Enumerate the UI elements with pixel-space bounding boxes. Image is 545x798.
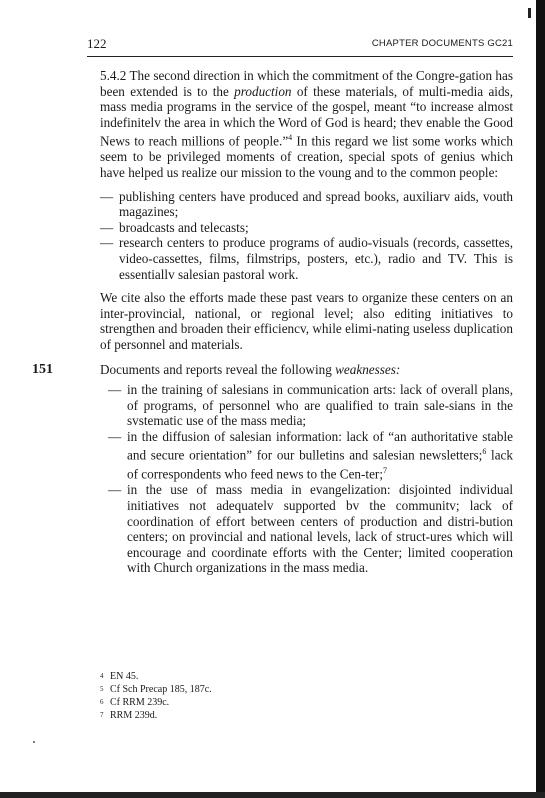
footnote bbox=[100, 696, 400, 709]
footnote bbox=[100, 683, 400, 696]
paragraph-efforts: We cite also the efforts made these past vears to organize these centers on an inter-provincial, national, or regional level; also editing initiatives to strengthen and broaden their efficiencv, while elimi-nating useless duplication of personnel and materials. bbox=[100, 290, 513, 352]
list-item: — broadcasts and telecasts; bbox=[100, 220, 513, 236]
item-text: in the diffusion of salesian information: lack of “an authoritative stable and secure orientation” for our bulletins and salesian newsletters; bbox=[127, 428, 513, 463]
intro-text: Documents and reports reveal the following bbox=[100, 362, 336, 378]
footnote-mark: 5 bbox=[100, 685, 104, 693]
footnote-ref-7: 7 bbox=[382, 466, 387, 476]
works-list bbox=[100, 189, 513, 283]
page-binding-edge bbox=[536, 0, 545, 798]
footnote-mark: 7 bbox=[100, 711, 104, 719]
list-item: — in the training of salesians in communication arts: lack of overall plans, of programs, of personnel who are qualified to train sale-sians in the svstematic use of the mass media; bbox=[108, 382, 513, 429]
footnote-text: EN 45. bbox=[110, 671, 139, 682]
footnote-text: RRM 239d. bbox=[110, 710, 158, 721]
body-text bbox=[32, 68, 513, 584]
marginal-number: 151 bbox=[32, 362, 53, 378]
emphasis-weaknesses: weaknesses: bbox=[335, 362, 401, 378]
page-bottom-edge bbox=[0, 792, 545, 798]
running-title: CHAPTER DOCUMENTS GC21 bbox=[371, 38, 513, 49]
emphasis-production: production bbox=[234, 83, 292, 99]
weaknesses-list bbox=[108, 382, 513, 576]
item-text: lack of correspondents who feed news to the Cen-ter; bbox=[127, 447, 513, 482]
footnote-text: Cf Sch Precap 185, 187c. bbox=[110, 684, 212, 695]
paragraph-5-4-2 bbox=[100, 68, 513, 181]
page-header bbox=[87, 36, 513, 54]
list-item: — in the use of mass media in evangelization: disjointed individual initiatives not adequatelv supported bv the communitv; lack of coordination of effort between centers of production and distri-bution centers; on provincial and national levels, lack of struct-ures which will encourage and coordinate efforts with the Center; limited cooperation with Church organizations in the mass media. bbox=[108, 482, 513, 576]
header-rule bbox=[87, 56, 513, 57]
footnote-ref-4: 4 bbox=[288, 133, 293, 143]
page-number: 122 bbox=[87, 36, 107, 51]
footnote-text: Cf RRM 239c. bbox=[110, 697, 170, 708]
scan-speck bbox=[33, 741, 35, 743]
paragraph-text: In this regard we list some works which seem to be privileged moments of creation, special spots of genius which have helped us realize our mission to the voung and to the common people: bbox=[100, 133, 513, 180]
footnotes bbox=[100, 670, 400, 722]
list-item: — research centers to produce programs of audio-visuals (records, cassettes, video-cassettes, films, filmstrips, posters, etc.), radio and TV. This is essentiallv salesian pastoral work. bbox=[100, 235, 513, 282]
paragraph-text: 5.4.2 The second direction in which the commitment of the Congre-gation has been extended is to the bbox=[100, 68, 513, 99]
footnote-mark: 4 bbox=[100, 672, 104, 680]
footnote bbox=[100, 709, 400, 722]
footnote-mark: 6 bbox=[100, 698, 104, 706]
footnote-ref-6: 6 bbox=[482, 447, 487, 457]
footnote bbox=[100, 670, 400, 683]
paragraph-text: of these materials, of multi-media aids, mass media programs in the service of the gospel, meant “to increase almost indefinitelv the area in which the Word of God is heard; thev enable the Good News to reach millions of people.” bbox=[100, 83, 513, 149]
binding-mark bbox=[528, 8, 531, 18]
list-item bbox=[108, 429, 513, 483]
section-intro bbox=[100, 362, 513, 378]
section-151 bbox=[32, 362, 513, 576]
list-item: — publishing centers have produced and spread books, auxiliarv aids, vouth magazines; bbox=[100, 189, 513, 220]
